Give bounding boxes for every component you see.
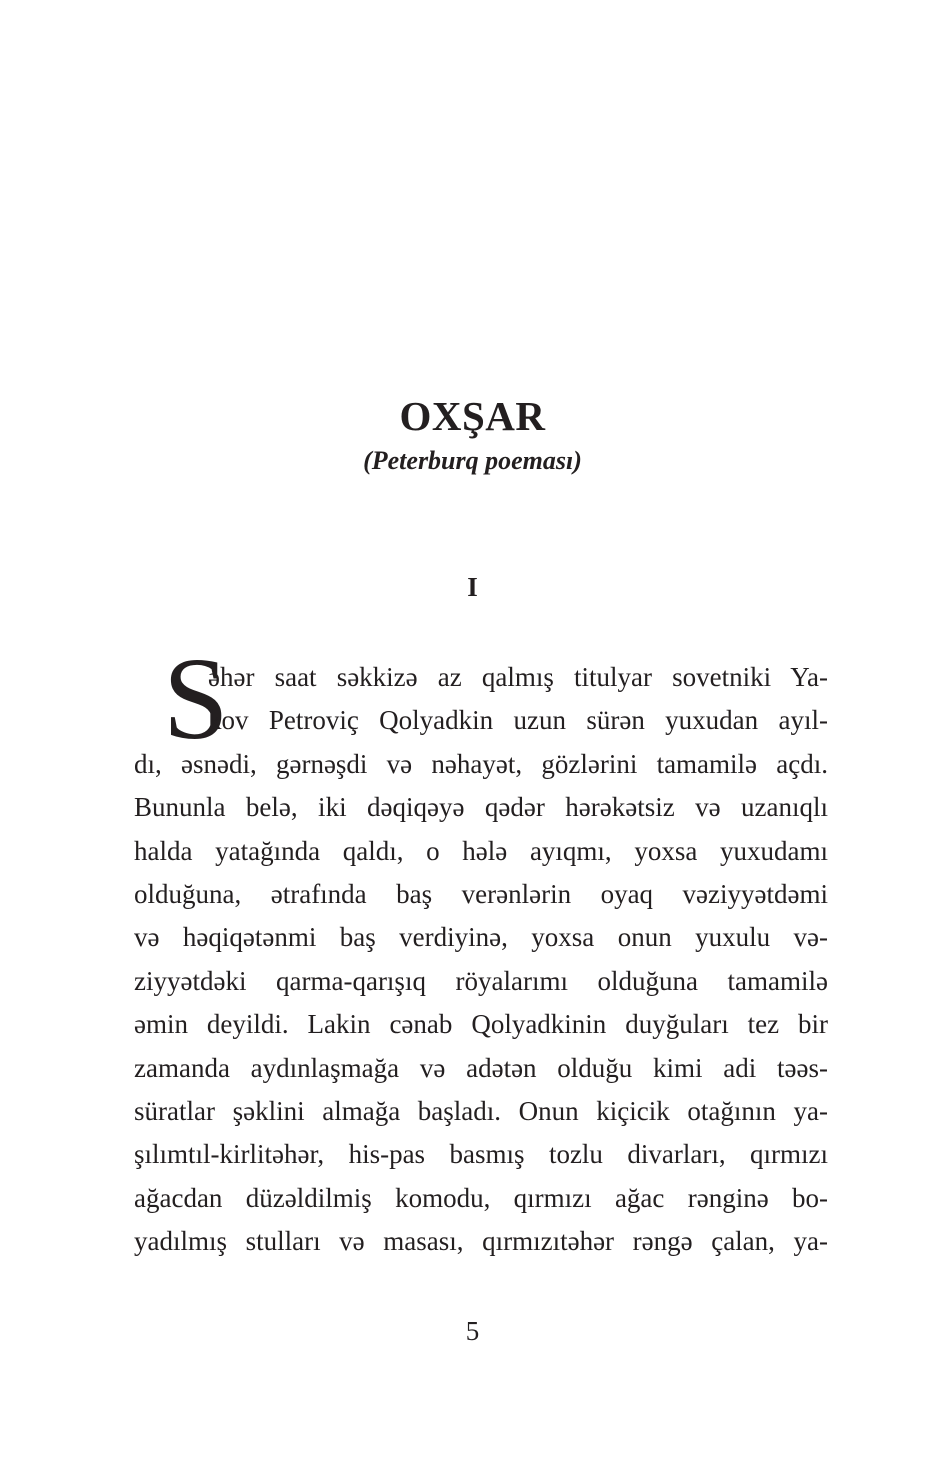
- drop-cap-letter: S: [163, 633, 229, 764]
- page-subtitle: (Peterburq poeması): [363, 446, 582, 475]
- body-text: [134, 656, 828, 1263]
- text-line: Bununla belə, iki dəqiqəyə qədər hərəkətsiz və uzanıqlı: [134, 792, 828, 823]
- text-line: süratlar şəklini almağa başladı. Onun kiçicik otağının ya-: [134, 1095, 828, 1126]
- text-line: olduğuna, ətrafında baş verənlərin oyaq vəziyyətdəmi: [134, 878, 828, 909]
- text-line: və həqiqətənmi baş verdiyinə, yoxsa onun yuxulu və-: [134, 922, 828, 953]
- chapter-heading: I: [467, 572, 478, 602]
- text-line: yadılmış stulları və masası, qırmızıtəhər rəngə çalan, ya-: [134, 1226, 828, 1257]
- text-line: ağacdan düzəldilmiş komodu, qırmızı ağac rənginə bo-: [134, 1182, 828, 1213]
- text-line: kov Petroviç Qolyadkin uzun sürən yuxudan ayıl-: [208, 705, 828, 736]
- text-line: zamanda aydınlaşmağa və adətən olduğu kimi adi təəs-: [134, 1052, 828, 1083]
- text-line: dı, əsnədi, gərnəşdi və nəhayət, gözlərini tamamilə açdı.: [134, 748, 828, 779]
- text-line: əmin deyildi. Lakin cənab Qolyadkinin duyğuları tez bir: [134, 1009, 828, 1040]
- text-line: əhər saat səkkizə az qalmış titulyar sovetniki Ya-: [208, 662, 828, 692]
- page-number: 5: [465, 1316, 480, 1346]
- text-line: şılımtıl-kirlitəhər, his-pas basmış tozlu divarları, qırmızı: [134, 1139, 828, 1170]
- page-title: OXŞAR: [399, 393, 546, 439]
- text-line: halda yatağında qaldı, o hələ ayıqmı, yoxsa yuxudamı: [134, 835, 828, 866]
- text-line: ziyyətdəki qarma-qarışıq röyalarımı olduğuna tamamilə: [134, 965, 828, 996]
